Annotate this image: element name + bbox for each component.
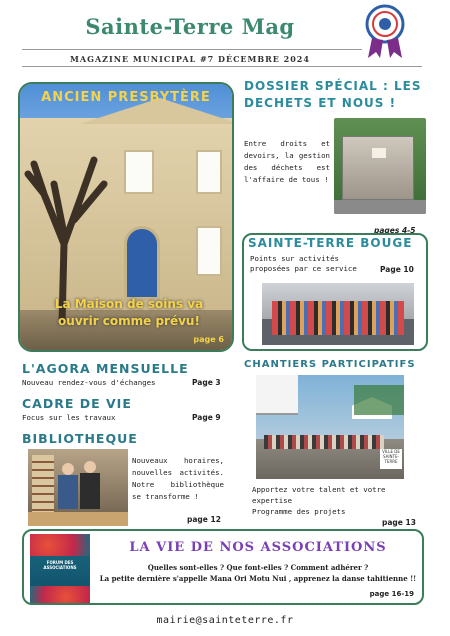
cadre-text: Focus sur les travaux [22, 413, 116, 422]
upper-window [196, 150, 222, 194]
associations-line1: Quelles sont-elles ? Que font-elles ? Comment adhérer ? [147, 563, 369, 572]
blue-door [124, 226, 160, 300]
presbytere-feature[interactable] [18, 82, 234, 352]
dossier-text: Entre droits et devoirs, la gestion des déchets est l'affaire de tous ! [244, 139, 330, 184]
biblio-title[interactable]: BIBLIOTHEQUE [22, 431, 138, 446]
forum-poster-title: FORUM DES ASSOCIATIONS [43, 560, 77, 570]
lower-window [196, 226, 222, 276]
biblio-text: Nouveaux horaires, nouvelles activités. Notre bibliothèque se transforme ! [132, 456, 224, 501]
footer-email[interactable]: mairie@sainteterre.fr [156, 615, 294, 626]
presbytere-page: page 6 [193, 335, 224, 344]
magazine-title: Sainte-Terre Mag [85, 14, 295, 39]
chantiers-title[interactable]: CHANTIERS PARTICIPATIFS [244, 359, 416, 370]
waste-container-photo [334, 118, 426, 214]
chantiers-text [252, 484, 412, 517]
bouge-page: Page 10 [380, 265, 414, 274]
presbytere-title: ANCIEN PRESBYTÈRE [41, 90, 211, 105]
chantiers-text-line1: Apportez votre talent et votre expertise [252, 485, 386, 505]
cadre-title[interactable]: CADRE DE VIE [22, 396, 132, 411]
associations-page: page 16-19 [369, 590, 414, 598]
forum-poster [30, 534, 90, 604]
biblio-page: page 12 [187, 515, 221, 524]
bouge-title: SAINTE-TERRE BOUGE [248, 236, 413, 250]
market-tents-photo: VILLE DE SAINTE-TERRE [256, 375, 404, 479]
chantiers-text-line2: Programme des projets [252, 507, 346, 516]
header-divider-bottom [22, 66, 422, 67]
library-photo [28, 449, 128, 526]
agora-text: Nouveau rendez-vous d'échanges [22, 378, 156, 387]
agora-page: Page 3 [192, 378, 221, 387]
chantiers-page: page 13 [382, 518, 416, 527]
bouge-text: Points sur activités proposées par ce service [250, 254, 357, 273]
header-divider-top [22, 49, 362, 50]
upper-window [124, 150, 154, 194]
village-citoyen-badge-icon [362, 4, 408, 60]
cadre-page: Page 9 [192, 413, 221, 422]
associations-box[interactable] [22, 529, 424, 605]
dossier-title[interactable]: DOSSIER SPÉCIAL : LES DECHETS ET NOUS ! [244, 79, 422, 110]
associations-line2: La petite dernière s'appelle Mana Ori Motu Nui , apprenez la danse tahitienne !! [99, 574, 417, 583]
group-photo [262, 283, 414, 345]
magazine-subtitle: MAGAZINE MUNICIPAL #7 DÉCEMBRE 2024 [70, 54, 310, 64]
presbytere-caption: La Maison de soins va ouvrir comme prévu! [54, 297, 204, 328]
agora-title[interactable]: L'AGORA MENSUELLE [22, 361, 189, 376]
dossier-page: pages 4-5 [374, 226, 416, 235]
associations-text [98, 562, 418, 584]
bare-tree-icon [24, 124, 114, 324]
associations-title: LA VIE DE NOS ASSOCIATIONS [129, 540, 387, 555]
